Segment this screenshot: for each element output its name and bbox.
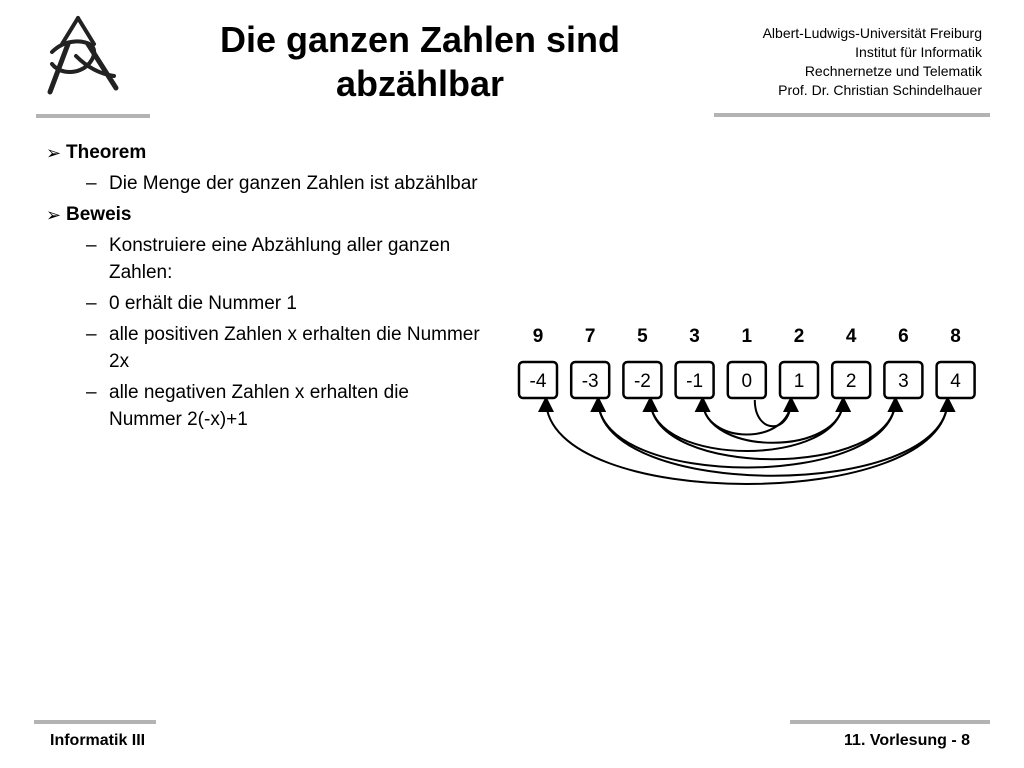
sub-bullet-text: 0 erhält die Nummer 1 <box>109 293 297 314</box>
sub-bullet-text: Die Menge der ganzen Zahlen ist abzählbar <box>109 173 478 194</box>
sub-bullet-text: alle positiven Zahlen x erhalten die Nummer 2x <box>109 324 480 372</box>
dash-bullet-icon: – <box>86 382 97 403</box>
header-rule-right <box>714 113 990 117</box>
sub-bullet <box>46 290 486 317</box>
lecture-page-number: 11. Vorlesung - 8 <box>844 732 970 749</box>
slide-content <box>46 140 486 433</box>
institution-line: Institut für Informatik <box>855 44 982 60</box>
sub-bullet <box>46 321 486 375</box>
header-rule-left <box>36 114 150 118</box>
integer-enumeration-diagram <box>505 318 985 518</box>
footer-rule-left <box>34 720 156 724</box>
integer-label: 0 <box>741 371 753 392</box>
enumeration-number-label: 4 <box>845 326 857 347</box>
integer-label: 1 <box>793 371 805 392</box>
integer-label: -2 <box>633 371 651 392</box>
integer-label: 3 <box>898 371 909 392</box>
enumeration-number-label: 2 <box>793 326 805 347</box>
arrow-bullet-icon: ➢ <box>46 205 62 225</box>
enumeration-number-label: 7 <box>584 326 596 347</box>
enumeration-arrow <box>703 400 844 443</box>
integer-label: -3 <box>581 371 599 392</box>
sub-bullet <box>46 232 486 286</box>
bullet-heading: Beweis <box>66 204 132 225</box>
dash-bullet-icon: – <box>86 293 97 314</box>
integer-label: 2 <box>845 371 857 392</box>
integer-label: 4 <box>950 371 961 392</box>
bullet-beweis <box>46 202 486 228</box>
institution-line: Prof. Dr. Christian Schindelhauer <box>778 82 982 98</box>
university-logo <box>36 12 126 96</box>
course-name: Informatik III <box>50 732 146 749</box>
footer-rule-right <box>790 720 990 724</box>
institution-line: Albert-Ludwigs-Universität Freiburg <box>762 25 982 41</box>
bullet-heading: Theorem <box>66 142 147 163</box>
slide-title: Die ganzen Zahlen sind abzählbar <box>219 19 621 104</box>
integer-label: -4 <box>529 371 547 392</box>
enumeration-arrow <box>755 400 791 426</box>
enumeration-number-label: 8 <box>950 326 961 347</box>
enumeration-number-label: 3 <box>689 326 700 347</box>
enumeration-arrow <box>703 400 791 435</box>
institution-block <box>763 24 982 100</box>
dash-bullet-icon: – <box>86 235 97 256</box>
bullet-theorem <box>46 140 486 166</box>
sub-bullet <box>46 170 486 197</box>
sub-bullet-text: alle negativen Zahlen x erhalten die Nummer 2(-x)+1 <box>109 382 409 430</box>
enumeration-number-label: 1 <box>741 326 753 347</box>
enumeration-number-label: 9 <box>532 326 544 347</box>
enumeration-number-label: 5 <box>637 326 648 347</box>
sub-bullet-text: Konstruiere eine Abzählung aller ganzen Zahlen: <box>109 235 451 283</box>
dash-bullet-icon: – <box>86 173 97 194</box>
enumeration-arrow <box>598 400 947 476</box>
sub-bullet <box>46 379 486 433</box>
institution-line: Rechnernetze und Telematik <box>804 63 982 79</box>
enumeration-arrow <box>546 400 948 484</box>
dash-bullet-icon: – <box>86 324 97 345</box>
integer-label: -1 <box>686 371 704 392</box>
arrow-bullet-icon: ➢ <box>46 143 62 163</box>
enumeration-number-label: 6 <box>898 326 909 347</box>
enumeration-arrow <box>650 400 843 451</box>
